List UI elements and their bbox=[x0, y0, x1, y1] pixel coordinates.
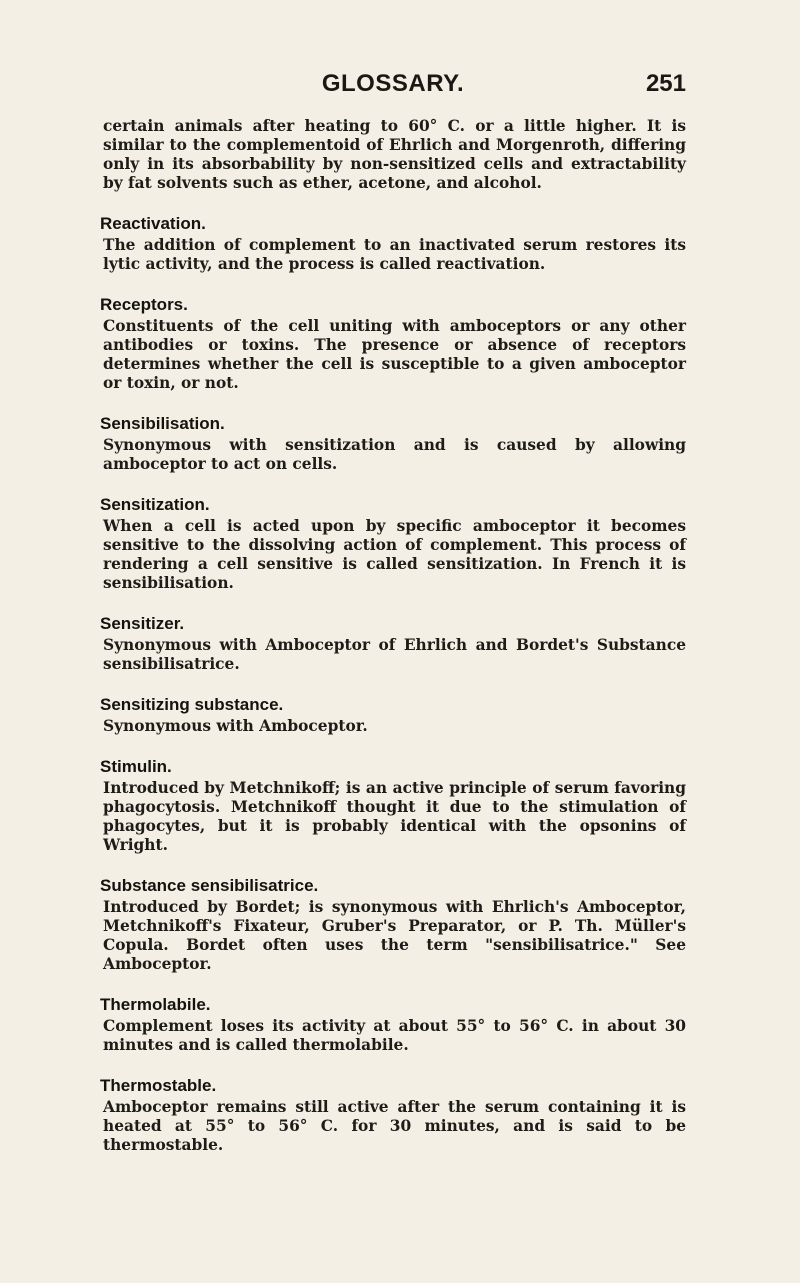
glossary-content bbox=[100, 117, 686, 1175]
glossary-term: Reactivation. bbox=[100, 214, 206, 233]
page-number: 251 bbox=[645, 70, 686, 97]
glossary-entry-sensitization bbox=[100, 494, 686, 593]
glossary-entry-sensibilisation bbox=[100, 413, 686, 474]
glossary-term: Stimulin. bbox=[100, 757, 172, 776]
glossary-entry-thermostable bbox=[100, 1075, 686, 1155]
glossary-term: Substance sensibilisatrice. bbox=[100, 876, 319, 895]
glossary-definition: Synonymous with sensitization and is caused by allowing amboceptor to act on cells. bbox=[103, 436, 686, 473]
glossary-entry-reactivation bbox=[100, 213, 686, 274]
glossary-definition: Constituents of the cell uniting with amboceptors or any other antibodies or toxins. The presence or absence of receptors determines whether the cell is susceptible to a given amboceptor or toxin, or not. bbox=[103, 317, 686, 392]
glossary-definition: When a cell is acted upon by specific amboceptor it becomes sensitive to the dissolving action of complement. This process of rendering a cell sensitive is called sensitization. In French it is sensibilisation. bbox=[103, 517, 686, 592]
page-header bbox=[100, 70, 686, 110]
glossary-entry-receptors bbox=[100, 294, 686, 393]
glossary-entry-sensitizer bbox=[100, 613, 686, 674]
glossary-term: Sensitization. bbox=[100, 495, 210, 514]
glossary-definition: Synonymous with Amboceptor. bbox=[103, 717, 368, 735]
glossary-term: Sensibilisation. bbox=[100, 414, 225, 433]
glossary-entry-stimulin bbox=[100, 756, 686, 855]
glossary-entry-sensitizing-substance bbox=[100, 694, 686, 736]
glossary-entry-thermolabile bbox=[100, 994, 686, 1055]
glossary-definition: The addition of complement to an inactivated serum restores its lytic activity, and the process is called reactivation. bbox=[103, 236, 686, 273]
continued-definition: certain animals after heating to 60° C. or a little higher. It is similar to the complementoid of Ehrlich and Morgenroth, differing only in its absorbability by non-sensitized cells and extractability by fat solvents such as ether, acetone, and alcohol. bbox=[103, 117, 686, 192]
glossary-term: Thermolabile. bbox=[100, 995, 211, 1014]
glossary-entry-substance-sensibilisatrice bbox=[100, 875, 686, 974]
glossary-definition: Complement loses its activity at about 55° to 56° C. in about 30 minutes and is called thermolabile. bbox=[103, 1017, 686, 1054]
glossary-definition: Amboceptor remains still active after the serum containing it is heated at 55° to 56° C. for 30 minutes, and is said to be thermostable. bbox=[103, 1098, 686, 1154]
glossary-term: Thermostable. bbox=[100, 1076, 217, 1095]
glossary-definition: Introduced by Metchnikoff; is an active principle of serum favoring phagocytosis. Metchnikoff thought it due to the stimulation of phagocytes, but it is probably identical with the opsonins of Wright. bbox=[103, 779, 686, 854]
glossary-definition: Synonymous with Amboceptor of Ehrlich and Bordet's Substance sensibilisatrice. bbox=[103, 636, 686, 673]
page-title: GLOSSARY. bbox=[321, 70, 465, 97]
glossary-term: Sensitizer. bbox=[100, 614, 185, 633]
glossary-definition: Introduced by Bordet; is synonymous with Ehrlich's Amboceptor, Metchnikoff's Fixateur, Gruber's Preparator, or P. Th. Müller's Copula. Bordet often uses the term "sensibilisatrice." See Amboceptor. bbox=[103, 898, 686, 973]
glossary-term: Receptors. bbox=[100, 295, 188, 314]
glossary-term: Sensitizing substance. bbox=[100, 695, 284, 714]
